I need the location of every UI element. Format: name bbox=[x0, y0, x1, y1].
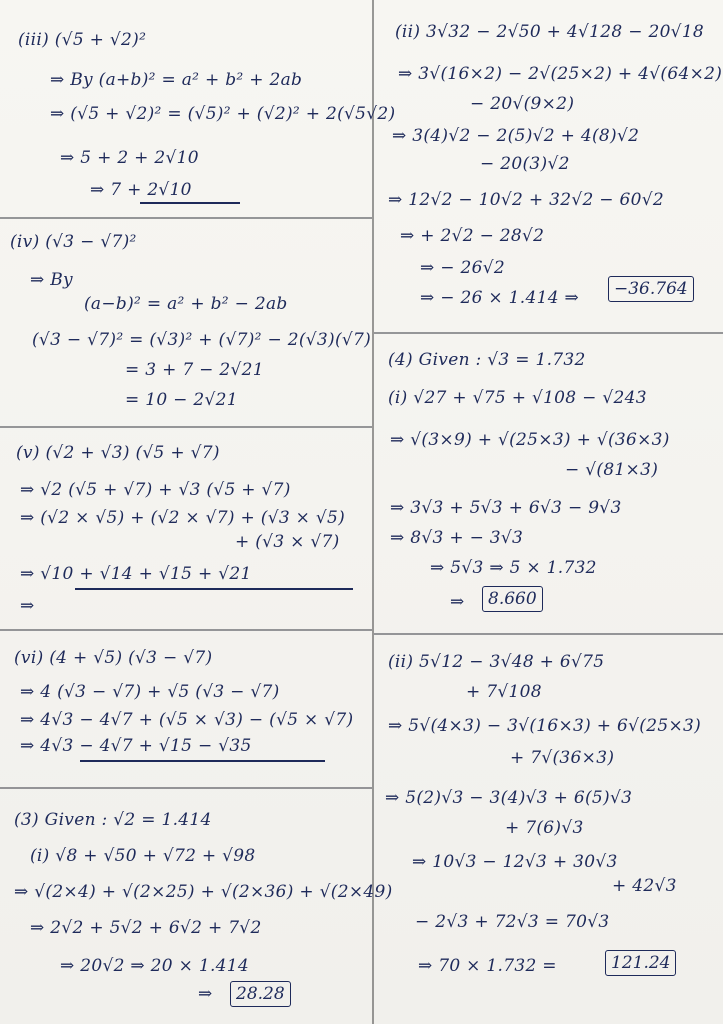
solution-step: ⇒ 70 × 1.732 = bbox=[418, 956, 557, 976]
answer-underline bbox=[80, 760, 325, 762]
solution-step: ⇒ (√2 × √5) + (√2 × √7) + (√3 × √5) bbox=[20, 508, 346, 528]
solution-step: ⇒ 4√3 − 4√7 + (√5 × √3) − (√5 × √7) bbox=[20, 710, 354, 730]
answer-box: −36.764 bbox=[608, 276, 694, 302]
solution-step: ⇒ − 26 × 1.414 ⇒ bbox=[420, 288, 580, 308]
solution-step: − √(81×3) bbox=[565, 460, 659, 480]
solution-step: ⇒ By bbox=[30, 270, 73, 290]
solution-step: ⇒ bbox=[20, 596, 35, 616]
answer-underline bbox=[75, 588, 353, 590]
problem-iv-heading: (iv) (√3 − √7)² bbox=[10, 232, 137, 252]
solution-step: ⇒ 20√2 ⇒ 20 × 1.414 bbox=[60, 956, 250, 976]
solution-step: ⇒ 12√2 − 10√2 + 32√2 − 60√2 bbox=[388, 190, 665, 210]
solution-step: ⇒ 5(2)√3 − 3(4)√3 + 6(5)√3 bbox=[385, 788, 633, 808]
problem-vi-heading: (vi) (4 + √5) (√3 − √7) bbox=[14, 648, 213, 668]
section-divider bbox=[374, 332, 723, 334]
section-divider bbox=[0, 217, 372, 219]
problem-ii-heading: (ii) 3√32 − 2√50 + 4√128 − 20√18 bbox=[395, 22, 705, 42]
solution-step: ⇒ √(3×9) + √(25×3) + √(36×3) bbox=[390, 430, 670, 450]
solution-step: + (√3 × √7) bbox=[235, 532, 340, 552]
problem-i-heading: (i) √27 + √75 + √108 − √243 bbox=[388, 388, 647, 408]
answer-box: 121.24 bbox=[605, 950, 676, 976]
solution-step: (a−b)² = a² + b² − 2ab bbox=[84, 294, 288, 314]
solution-step: + 7(6)√3 bbox=[505, 818, 584, 838]
answer-box: 28.28 bbox=[230, 981, 291, 1007]
solution-answer: ⇒ 7 + 2√10 bbox=[90, 180, 192, 200]
solution-step: − 20√(9×2) bbox=[470, 94, 575, 114]
column-divider bbox=[372, 0, 374, 1024]
solution-step: ⇒ − 26√2 bbox=[420, 258, 505, 278]
solution-step: (i) √8 + √50 + √72 + √98 bbox=[30, 846, 256, 866]
solution-step: ⇒ 3√3 + 5√3 + 6√3 − 9√3 bbox=[390, 498, 622, 518]
solution-step: ⇒ 2√2 + 5√2 + 6√2 + 7√2 bbox=[30, 918, 262, 938]
answer-box: 8.660 bbox=[482, 586, 543, 612]
solution-step: ⇒ 8√3 + − 3√3 bbox=[390, 528, 524, 548]
solution-step: − 2√3 + 72√3 = 70√3 bbox=[415, 912, 610, 932]
solution-answer: ⇒ 4√3 − 4√7 + √15 − √35 bbox=[20, 736, 252, 756]
solution-step: (√3 − √7)² = (√3)² + (√7)² − 2(√3)(√7) bbox=[32, 330, 372, 350]
problem-4-heading: (4) Given : √3 = 1.732 bbox=[388, 350, 586, 370]
solution-step: ⇒ √(2×4) + √(2×25) + √(2×36) + √(2×49) bbox=[14, 882, 393, 902]
problem-ii-heading: (ii) 5√12 − 3√48 + 6√75 bbox=[388, 652, 605, 672]
solution-step: ⇒ 3√(16×2) − 2√(25×2) + 4√(64×2) bbox=[398, 64, 723, 84]
solution-step: ⇒ bbox=[450, 592, 465, 612]
solution-step: + 7√(36×3) bbox=[510, 748, 615, 768]
solution-step: + 42√3 bbox=[612, 876, 677, 896]
solution-step: ⇒ √2 (√5 + √7) + √3 (√5 + √7) bbox=[20, 480, 291, 500]
solution-step: ⇒ 5 + 2 + 2√10 bbox=[60, 148, 199, 168]
solution-step: ⇒ 5√3 ⇒ 5 × 1.732 bbox=[430, 558, 597, 578]
solution-step: ⇒ + 2√2 − 28√2 bbox=[400, 226, 545, 246]
solution-step: ⇒ (√5 + √2)² = (√5)² + (√2)² + 2(√5√2) bbox=[50, 104, 396, 124]
answer-underline bbox=[140, 202, 240, 204]
section-divider bbox=[0, 787, 372, 789]
solution-step: ⇒ 5√(4×3) − 3√(16×3) + 6√(25×3) bbox=[388, 716, 702, 736]
problem-iii-heading: (iii) (√5 + √2)² bbox=[18, 30, 147, 50]
section-divider bbox=[374, 633, 723, 635]
problem-v-heading: (v) (√2 + √3) (√5 + √7) bbox=[16, 443, 220, 463]
solution-answer: = 10 − 2√21 bbox=[125, 390, 238, 410]
solution-step: ⇒ 4 (√3 − √7) + √5 (√3 − √7) bbox=[20, 682, 280, 702]
section-divider bbox=[0, 426, 372, 428]
solution-step: = 3 + 7 − 2√21 bbox=[125, 360, 264, 380]
solution-step: ⇒ By (a+b)² = a² + b² + 2ab bbox=[50, 70, 303, 90]
solution-step: ⇒ bbox=[198, 984, 213, 1004]
problem-3-heading: (3) Given : √2 = 1.414 bbox=[14, 810, 212, 830]
section-divider bbox=[0, 629, 372, 631]
solution-step: − 20(3)√2 bbox=[480, 154, 570, 174]
solution-step: ⇒ 10√3 − 12√3 + 30√3 bbox=[412, 852, 618, 872]
solution-step: ⇒ 3(4)√2 − 2(5)√2 + 4(8)√2 bbox=[392, 126, 640, 146]
solution-answer: ⇒ √10 + √14 + √15 + √21 bbox=[20, 564, 252, 584]
solution-step: + 7√108 bbox=[466, 682, 542, 702]
